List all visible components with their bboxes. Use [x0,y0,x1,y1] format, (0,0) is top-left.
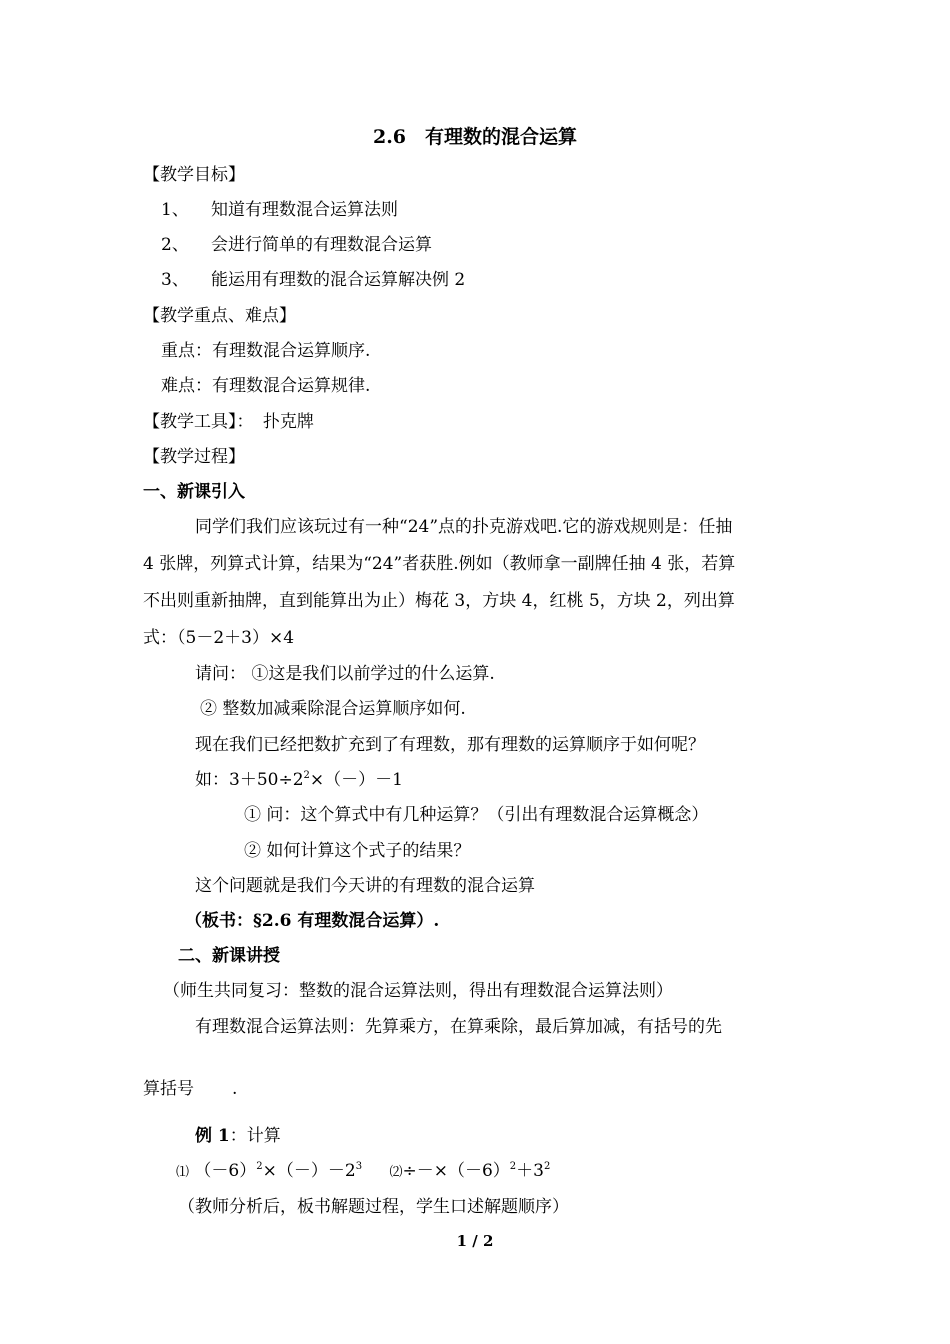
intro-paragraph-line: 同学们我们应该玩过有一种“24”点的扑克游戏吧.它的游戏规则是：任抽 [195,517,733,537]
objective-text: 会进行简单的有理数混合运算 [211,235,432,255]
now-statement: 现在我们已经把数扩充到了有理数，那有理数的运算顺序于如何呢？ [195,735,705,755]
teacher-note: （教师分析后，板书解题过程，学生口述解题顺序） [178,1197,569,1217]
objective-num: 1、 [161,200,189,220]
question-2: ② 如何计算这个式子的结果？ [244,841,471,861]
objective-text: 知道有理数混合运算法则 [211,200,398,220]
process-heading: 【教学过程】 [143,447,245,467]
conclusion: 这个问题就是我们今天讲的有理数的混合运算 [195,876,535,896]
question-ask-2: ② 整数加减乘除混合运算顺序如何. [200,699,466,719]
example-colon: ：计算 [229,1126,281,1146]
question-1: ① 问：这个算式中有几种运算？（引出有理数混合运算概念） [244,805,709,825]
objective-item [161,199,398,221]
example-expression [195,769,403,791]
problem-1-num: ⑴ [176,1165,190,1180]
objective-text: 能运用有理数的混合运算解决例 2 [211,270,466,290]
intro-paragraph-line: 4 张牌，列算式计算，结果为“24”者获胜.例如（教师拿一副牌任抽 4 张，若算 [143,554,736,574]
problems-line [176,1160,550,1184]
problem-1: $(-6)^2\times(-)-2^3$ [194,1161,363,1181]
rule-line: 有理数混合运算法则：先算乘方，在算乘除，最后算加减，有括号的先 [195,1017,722,1037]
objectives-heading: 【教学目标】 [143,165,245,185]
tools-line [143,411,314,433]
key-points-heading: 【教学重点、难点】 [143,306,296,326]
page-number: 1 / 2 [456,1232,494,1250]
rule-period: . [232,1079,238,1099]
key-point: 重点：有理数混合运算顺序. [161,341,371,361]
expression-part: ×（－）－1 [309,770,403,790]
objective-num: 3、 [161,270,189,290]
example-1-label [195,1125,281,1147]
objective-num: 2、 [161,235,189,255]
objective-item [161,234,432,256]
tools-value: 扑克牌 [262,412,314,432]
difficult-point: 难点：有理数混合运算规律. [161,376,371,396]
objective-item [161,269,465,291]
board-note: （板书：§2.6 有理数混合运算）. [185,911,440,931]
problem-2-num: ⑵ [389,1165,403,1180]
page-title: 2.6 有理数的混合运算 [372,126,578,148]
expression-part: 如：3＋50÷2 [195,770,304,790]
exponent: 2 [303,770,310,781]
intro-paragraph-line: 不出则重新抽牌，直到能算出为止）梅花 3，方块 4，红桃 5，方块 2，列出算 [143,591,735,611]
section2-heading: 二、新课讲授 [178,946,280,966]
example-label: 例 1 [195,1126,230,1146]
review-note: （师生共同复习：整数的混合运算法则，得出有理数混合运算法则） [163,981,673,1001]
intro-paragraph-line: 式：（5－2＋3）×4 [143,628,295,648]
problem-2: $\div-\times(-6)^2+3^2$ [402,1161,551,1181]
section1-heading: 一、新课引入 [143,482,245,502]
rule-text: 算括号 [143,1079,194,1099]
question-ask: 请问： ①这是我们以前学过的什么运算. [195,664,495,684]
rule-line [143,1078,237,1100]
tools-heading: 【教学工具】： [143,412,254,432]
